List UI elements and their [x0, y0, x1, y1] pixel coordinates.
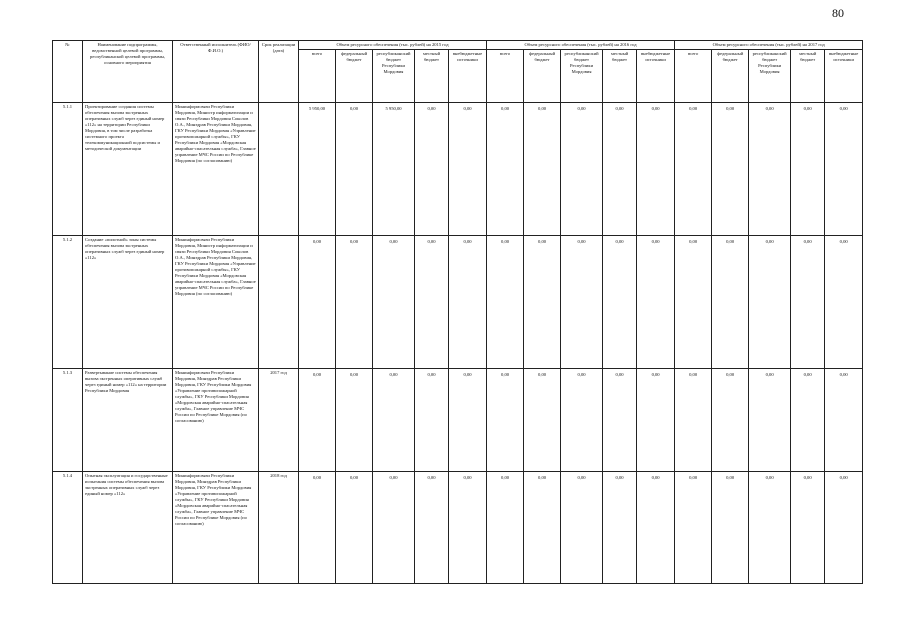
row-num: 5.1.2: [53, 236, 83, 369]
cell-value: 0,00: [712, 472, 749, 584]
subheader-republic: республиканский бюджет Республики Мордовия: [749, 50, 791, 103]
table-row: [53, 472, 863, 584]
subheader-total: всего: [299, 50, 336, 103]
row-executor: Мининформсвязи Республики Мордовия, Минздрав Республики Мордовия, ГКУ Республики Мордовия «Управление противопожарной службы», ГКУ Республики Мордовия «Мордовская аварийно-спасательная служба», Главное управление МЧС России по Республике Мордовия (по согласованию): [173, 472, 259, 584]
cell-value: 0,00: [825, 103, 863, 236]
cell-value: 0,00: [336, 472, 373, 584]
row-term: 2018 год: [259, 472, 299, 584]
cell-value: 0,00: [415, 236, 449, 369]
subheader-local: местный бюджет: [415, 50, 449, 103]
cell-value: 0,00: [825, 369, 863, 472]
cell-value: 0,00: [637, 103, 675, 236]
cell-value: 0,00: [449, 103, 487, 236]
subheader-extra: внебюджетные источники: [449, 50, 487, 103]
cell-value: 0,00: [449, 472, 487, 584]
cell-value: 0,00: [299, 369, 336, 472]
cell-value: 0,00: [749, 103, 791, 236]
cell-value: 0,00: [299, 472, 336, 584]
cell-value: 0,00: [675, 369, 712, 472]
cell-value: 0,00: [749, 369, 791, 472]
row-name: Опытная эксплуатация и государственные испытания системы обеспечения вызова экстренных оперативных служб через единый номер «112»: [83, 472, 173, 584]
subheader-extra: внебюджетные источники: [637, 50, 675, 103]
row-name: Создание «пилотной» зоны системы обеспечения вызова экстренных оперативных служб через единый номер «112»: [83, 236, 173, 369]
table-row: [53, 236, 863, 369]
cell-value: 0,00: [487, 103, 524, 236]
header-executor: Ответственный исполнитель (ФИО/Ф.И.О.): [173, 41, 259, 103]
cell-value: 0,00: [487, 472, 524, 584]
header-term: Срок реализации (дата): [259, 41, 299, 103]
cell-value: 0,00: [637, 472, 675, 584]
cell-value: 0,00: [524, 236, 561, 369]
cell-value: 0,00: [373, 472, 415, 584]
subheader-extra: внебюджетные источники: [825, 50, 863, 103]
cell-value: 0,00: [603, 369, 637, 472]
row-name: Развертывание системы обеспечения вызова экстренных оперативных служб через единый номер «112» на территории Республики Мордовия: [83, 369, 173, 472]
cell-value: 0,00: [449, 369, 487, 472]
header-group-2016: Объем ресурсного обеспечения (тыс. рублей) на 2016 год: [487, 41, 675, 50]
cell-value: 5 950,00: [299, 103, 336, 236]
header-num: №: [53, 41, 83, 103]
subheader-local: местный бюджет: [603, 50, 637, 103]
cell-value: 0,00: [825, 472, 863, 584]
cell-value: 0,00: [449, 236, 487, 369]
cell-value: 0,00: [373, 369, 415, 472]
subheader-republic: республиканский бюджет Республики Мордовия: [373, 50, 415, 103]
page-number: 80: [832, 6, 844, 20]
table-row: [53, 103, 863, 236]
cell-value: 0,00: [415, 472, 449, 584]
cell-value: 0,00: [712, 236, 749, 369]
row-term: [259, 103, 299, 236]
row-name: Проектирование создания системы обеспечения вызова экстренных оперативных служб через единый номер «112» на территории Республики Мордовия, в том числе разработка системного проекта телекоммуникационной подсистемы и методической документации: [83, 103, 173, 236]
cell-value: 0,00: [524, 103, 561, 236]
cell-value: 0,00: [561, 236, 603, 369]
cell-value: 0,00: [791, 236, 825, 369]
row-executor: Мининформсвязи Республики Мордовия, Минздрав Республики Мордовия, ГКУ Республики Мордовия «Управление противопожарной службы», ГКУ Республики Мордовия «Мордовская аварийно-спасательная служба», Главное управление МЧС России по Республике Мордовия (по согласованию): [173, 369, 259, 472]
cell-value: 0,00: [712, 369, 749, 472]
cell-value: 0,00: [675, 236, 712, 369]
cell-value: 0,00: [524, 369, 561, 472]
cell-value: 0,00: [487, 369, 524, 472]
cell-value: 0,00: [336, 236, 373, 369]
cell-value: 0,00: [561, 103, 603, 236]
cell-value: 0,00: [637, 369, 675, 472]
cell-value: 0,00: [791, 369, 825, 472]
subheader-federal: федеральный бюджет: [336, 50, 373, 103]
cell-value: 5 950,00: [373, 103, 415, 236]
row-num: 5.1.4: [53, 472, 83, 584]
subheader-federal: федеральный бюджет: [524, 50, 561, 103]
cell-value: 0,00: [791, 103, 825, 236]
row-term: 2017 год: [259, 369, 299, 472]
cell-value: 0,00: [675, 103, 712, 236]
cell-value: 0,00: [336, 369, 373, 472]
cell-value: 0,00: [675, 472, 712, 584]
cell-value: 0,00: [299, 236, 336, 369]
cell-value: 0,00: [712, 103, 749, 236]
cell-value: 0,00: [791, 472, 825, 584]
cell-value: 0,00: [415, 369, 449, 472]
cell-value: 0,00: [373, 236, 415, 369]
row-term: [259, 236, 299, 369]
subheader-total: всего: [487, 50, 524, 103]
subheader-total: всего: [675, 50, 712, 103]
subheader-federal: федеральный бюджет: [712, 50, 749, 103]
row-executor: Мининформсвязи Республики Мордовия, Министр информатизации и связи Республики Мордовия Соколов О.А., Минздрав Республики Мордовия, ГКУ Республики Мордовия «Управление противопожарной службы», ГКУ Республики Мордовия «Мордовская аварийно-спасательная служба», Главное управление МЧС России по Республике Мордовия (по согласованию): [173, 236, 259, 369]
resource-table: [52, 40, 863, 584]
cell-value: 0,00: [749, 236, 791, 369]
cell-value: 0,00: [336, 103, 373, 236]
row-num: 5.1.1: [53, 103, 83, 236]
cell-value: 0,00: [603, 103, 637, 236]
cell-value: 0,00: [561, 472, 603, 584]
cell-value: 0,00: [749, 472, 791, 584]
cell-value: 0,00: [637, 236, 675, 369]
row-num: 5.1.3: [53, 369, 83, 472]
cell-value: 0,00: [524, 472, 561, 584]
cell-value: 0,00: [603, 236, 637, 369]
cell-value: 0,00: [603, 472, 637, 584]
table-row: [53, 369, 863, 472]
cell-value: 0,00: [561, 369, 603, 472]
header-name: Наименование подпрограммы, ведомственной целевой программы, республиканской целевой программы, основного мероприятия: [83, 41, 173, 103]
subheader-local: местный бюджет: [791, 50, 825, 103]
header-group-2017: Объем ресурсного обеспечения (тыс. рублей) на 2017 год: [675, 41, 863, 50]
cell-value: 0,00: [415, 103, 449, 236]
subheader-republic: республиканский бюджет Республики Мордовия: [561, 50, 603, 103]
cell-value: 0,00: [487, 236, 524, 369]
cell-value: 0,00: [825, 236, 863, 369]
row-executor: Мининформсвязи Республики Мордовия, Министр информатизации и связи Республики Мордовия Соколов О.А., Минздрав Республики Мордовия, ГКУ Республики Мордовия «Управление противопожарной службы», ГКУ Республики Мордовия «Мордовская аварийно-спасательная служба», Главное управление МЧС России по Республике Мордовия (по согласованию): [173, 103, 259, 236]
header-group-2015: Объем ресурсного обеспечения (тыс. рублей) на 2015 год: [299, 41, 487, 50]
